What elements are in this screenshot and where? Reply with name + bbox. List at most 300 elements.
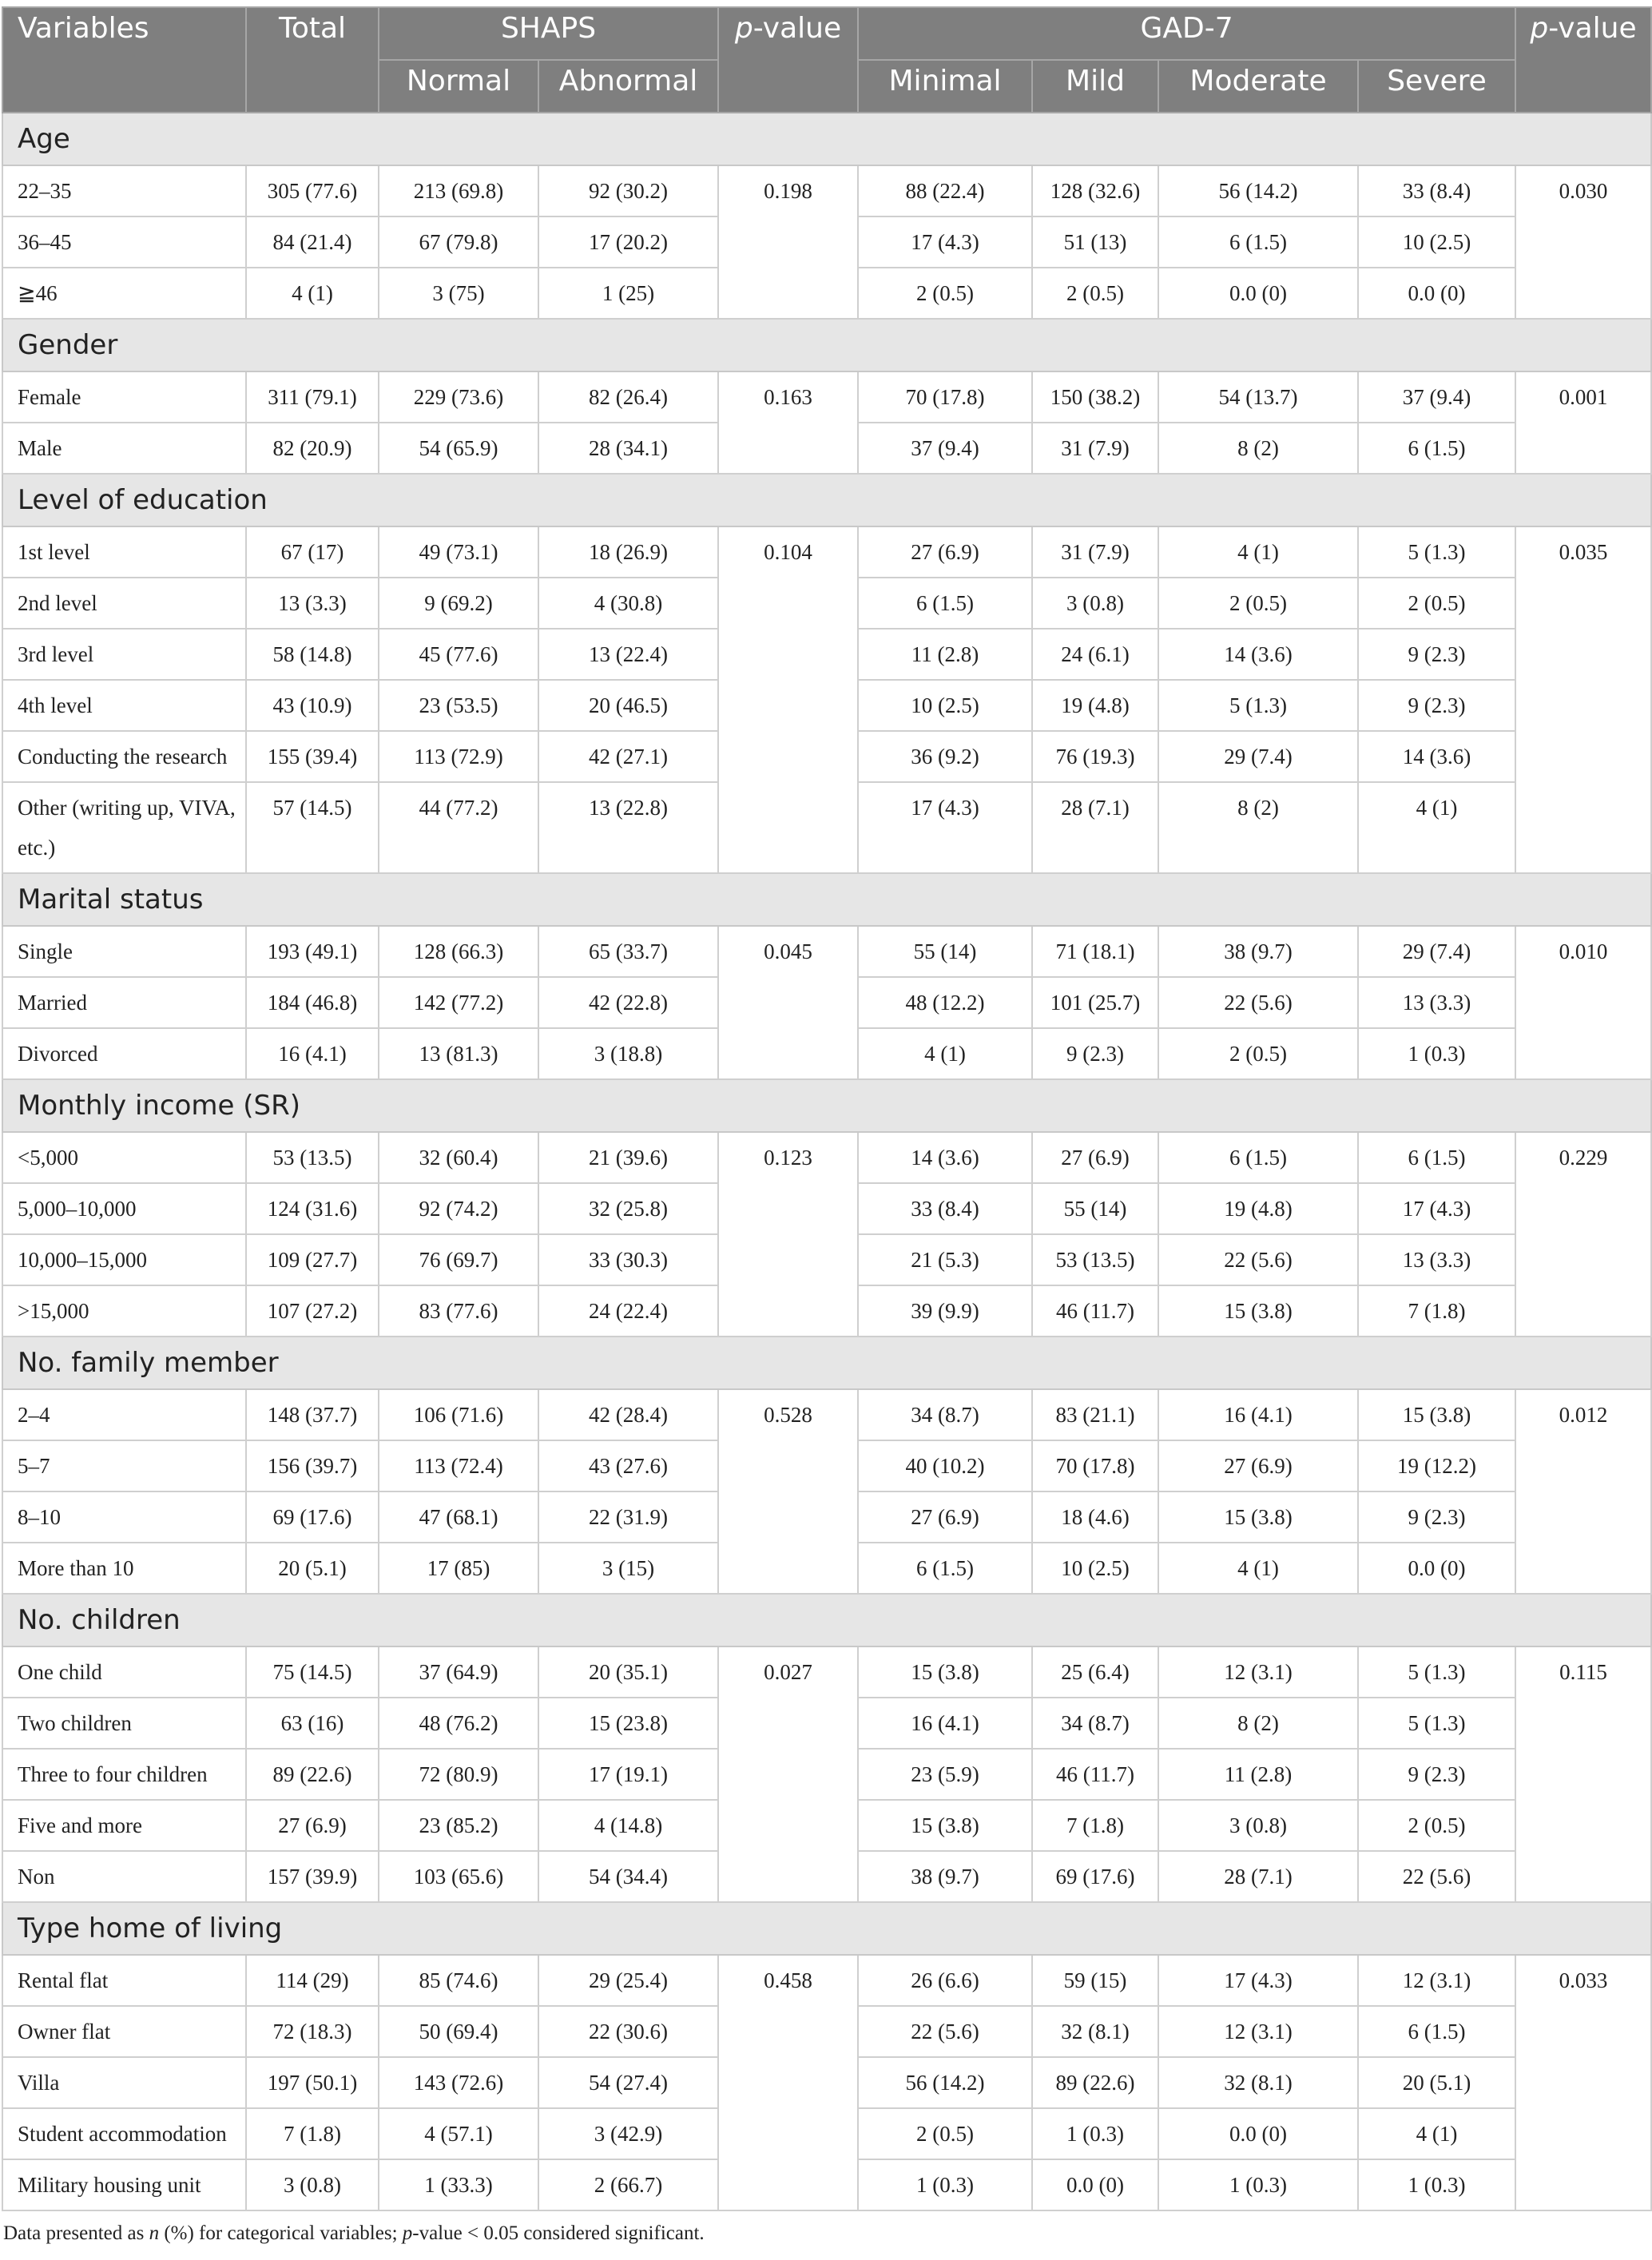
gad-minimal-cell: 11 (2.8) (858, 629, 1032, 680)
gad-mild-cell: 53 (13.5) (1032, 1234, 1158, 1285)
shaps-abnormal-cell: 3 (15) (538, 1543, 718, 1594)
variable-label: 36–45 (2, 216, 246, 268)
table-row (2, 371, 1651, 423)
shaps-normal-cell: 67 (79.8) (379, 216, 538, 268)
variable-label: 2nd level (2, 578, 246, 629)
gad-moderate-cell: 32 (8.1) (1158, 2057, 1358, 2108)
gad-moderate-cell: 12 (3.1) (1158, 2006, 1358, 2057)
gad-moderate-cell: 1 (0.3) (1158, 2159, 1358, 2210)
gad-mild-cell: 76 (19.3) (1032, 731, 1158, 782)
variable-label: Rental flat (2, 1955, 246, 2006)
gad-moderate-cell: 38 (9.7) (1158, 926, 1358, 977)
total-cell: 16 (4.1) (246, 1028, 379, 1079)
header-shaps: SHAPS (379, 7, 718, 60)
shaps-normal-cell: 45 (77.6) (379, 629, 538, 680)
shaps-abnormal-cell: 4 (30.8) (538, 578, 718, 629)
header-gad-mild: Mild (1032, 60, 1158, 113)
gad-severe-cell: 5 (1.3) (1358, 1646, 1515, 1698)
gad-severe-cell: 0.0 (0) (1358, 1543, 1515, 1594)
section-header-row (2, 474, 1651, 526)
gad-mild-cell: 19 (4.8) (1032, 680, 1158, 731)
gad-minimal-cell: 70 (17.8) (858, 371, 1032, 423)
total-cell: 53 (13.5) (246, 1132, 379, 1183)
total-cell: 89 (22.6) (246, 1749, 379, 1800)
gad-severe-cell: 10 (2.5) (1358, 216, 1515, 268)
gad-moderate-cell: 27 (6.9) (1158, 1440, 1358, 1491)
gad-moderate-cell: 22 (5.6) (1158, 977, 1358, 1028)
total-cell: 197 (50.1) (246, 2057, 379, 2108)
shaps-p-value-cell: 0.027 (718, 1646, 858, 1902)
gad-moderate-cell: 4 (1) (1158, 526, 1358, 578)
gad-severe-cell: 9 (2.3) (1358, 1749, 1515, 1800)
variable-label: Non (2, 1851, 246, 1902)
shaps-normal-cell: 1 (33.3) (379, 2159, 538, 2210)
gad-mild-cell: 9 (2.3) (1032, 1028, 1158, 1079)
gad-severe-cell: 9 (2.3) (1358, 680, 1515, 731)
shaps-abnormal-cell: 20 (46.5) (538, 680, 718, 731)
section-header-row (2, 1594, 1651, 1646)
shaps-normal-cell: 48 (76.2) (379, 1698, 538, 1749)
shaps-abnormal-cell: 29 (25.4) (538, 1955, 718, 2006)
header-gad7-p-value (1515, 7, 1651, 113)
gad-severe-cell: 0.0 (0) (1358, 268, 1515, 319)
variable-label: Other (writing up, VIVA, etc.) (2, 782, 246, 873)
gad-moderate-cell: 6 (1.5) (1158, 1132, 1358, 1183)
total-cell: 114 (29) (246, 1955, 379, 2006)
shaps-normal-cell: 49 (73.1) (379, 526, 538, 578)
shaps-normal-cell: 44 (77.2) (379, 782, 538, 873)
total-cell: 82 (20.9) (246, 423, 379, 474)
section-title: No. family member (2, 1337, 1651, 1389)
total-cell: 43 (10.9) (246, 680, 379, 731)
total-cell: 157 (39.9) (246, 1851, 379, 1902)
gad-mild-cell: 24 (6.1) (1032, 629, 1158, 680)
shaps-abnormal-cell: 33 (30.3) (538, 1234, 718, 1285)
variable-label: >15,000 (2, 1285, 246, 1337)
gad-mild-cell: 101 (25.7) (1032, 977, 1158, 1028)
gad-moderate-cell: 2 (0.5) (1158, 1028, 1358, 1079)
table-row (2, 1132, 1651, 1183)
shaps-normal-cell: 32 (60.4) (379, 1132, 538, 1183)
gad-mild-cell: 25 (6.4) (1032, 1646, 1158, 1698)
shaps-abnormal-cell: 13 (22.8) (538, 782, 718, 873)
gad-minimal-cell: 27 (6.9) (858, 526, 1032, 578)
shaps-p-value-cell: 0.123 (718, 1132, 858, 1337)
table-row (2, 1389, 1651, 1440)
shaps-normal-cell: 37 (64.9) (379, 1646, 538, 1698)
shaps-abnormal-cell: 2 (66.7) (538, 2159, 718, 2210)
variable-label: More than 10 (2, 1543, 246, 1594)
shaps-p-value-cell: 0.528 (718, 1389, 858, 1594)
shaps-abnormal-cell: 65 (33.7) (538, 926, 718, 977)
shaps-abnormal-cell: 42 (27.1) (538, 731, 718, 782)
header-shaps-p-value (718, 7, 858, 113)
shaps-normal-cell: 47 (68.1) (379, 1491, 538, 1543)
gad-mild-cell: 3 (0.8) (1032, 578, 1158, 629)
gad-mild-cell: 28 (7.1) (1032, 782, 1158, 873)
shaps-normal-cell: 103 (65.6) (379, 1851, 538, 1902)
gad-mild-cell: 7 (1.8) (1032, 1800, 1158, 1851)
gad-severe-cell: 37 (9.4) (1358, 371, 1515, 423)
shaps-abnormal-cell: 42 (22.8) (538, 977, 718, 1028)
section-header-row (2, 113, 1651, 165)
shaps-normal-cell: 23 (85.2) (379, 1800, 538, 1851)
gad-minimal-cell: 55 (14) (858, 926, 1032, 977)
gad-minimal-cell: 34 (8.7) (858, 1389, 1032, 1440)
total-cell: 311 (79.1) (246, 371, 379, 423)
variable-label: 3rd level (2, 629, 246, 680)
shaps-normal-cell: 3 (75) (379, 268, 538, 319)
gad-mild-cell: 128 (32.6) (1032, 165, 1158, 216)
gad-severe-cell: 2 (0.5) (1358, 1800, 1515, 1851)
p-suffix: -value (1548, 12, 1637, 45)
gad-severe-cell: 5 (1.3) (1358, 526, 1515, 578)
total-cell: 67 (17) (246, 526, 379, 578)
shaps-abnormal-cell: 43 (27.6) (538, 1440, 718, 1491)
gad-severe-cell: 2 (0.5) (1358, 578, 1515, 629)
footnote (3, 2222, 705, 2245)
gad-moderate-cell: 5 (1.3) (1158, 680, 1358, 731)
variable-label: Two children (2, 1698, 246, 1749)
variable-label: Single (2, 926, 246, 977)
shaps-abnormal-cell: 18 (26.9) (538, 526, 718, 578)
gad-severe-cell: 19 (12.2) (1358, 1440, 1515, 1491)
variable-label: 5,000–10,000 (2, 1183, 246, 1234)
variable-label: Male (2, 423, 246, 474)
shaps-p-value-cell: 0.163 (718, 371, 858, 474)
shaps-abnormal-cell: 20 (35.1) (538, 1646, 718, 1698)
footnote-part1: Data presented as (3, 2222, 149, 2244)
gad-minimal-cell: 15 (3.8) (858, 1800, 1032, 1851)
shaps-normal-cell: 83 (77.6) (379, 1285, 538, 1337)
shaps-normal-cell: 23 (53.5) (379, 680, 538, 731)
total-cell: 58 (14.8) (246, 629, 379, 680)
total-cell: 84 (21.4) (246, 216, 379, 268)
section-header-row (2, 1902, 1651, 1955)
gad-p-value-cell: 0.010 (1515, 926, 1651, 1079)
total-cell: 305 (77.6) (246, 165, 379, 216)
gad-moderate-cell: 14 (3.6) (1158, 629, 1358, 680)
gad-mild-cell: 69 (17.6) (1032, 1851, 1158, 1902)
shaps-abnormal-cell: 17 (20.2) (538, 216, 718, 268)
gad-severe-cell: 9 (2.3) (1358, 629, 1515, 680)
section-title: Marital status (2, 873, 1651, 926)
shaps-abnormal-cell: 21 (39.6) (538, 1132, 718, 1183)
variable-label: Military housing unit (2, 2159, 246, 2210)
shaps-abnormal-cell: 32 (25.8) (538, 1183, 718, 1234)
gad-minimal-cell: 36 (9.2) (858, 731, 1032, 782)
gad-minimal-cell: 6 (1.5) (858, 578, 1032, 629)
variable-label: 22–35 (2, 165, 246, 216)
shaps-normal-cell: 113 (72.4) (379, 1440, 538, 1491)
gad-minimal-cell: 17 (4.3) (858, 782, 1032, 873)
variable-label: 8–10 (2, 1491, 246, 1543)
gad-severe-cell: 6 (1.5) (1358, 423, 1515, 474)
total-cell: 107 (27.2) (246, 1285, 379, 1337)
variable-label: Villa (2, 2057, 246, 2108)
header-shaps-normal: Normal (379, 60, 538, 113)
variable-label: Female (2, 371, 246, 423)
gad-minimal-cell: 88 (22.4) (858, 165, 1032, 216)
header-total: Total (246, 7, 379, 113)
results-table (2, 6, 1652, 2211)
total-cell: 63 (16) (246, 1698, 379, 1749)
gad-severe-cell: 20 (5.1) (1358, 2057, 1515, 2108)
gad-severe-cell: 29 (7.4) (1358, 926, 1515, 977)
shaps-abnormal-cell: 4 (14.8) (538, 1800, 718, 1851)
gad-moderate-cell: 8 (2) (1158, 423, 1358, 474)
gad-mild-cell: 70 (17.8) (1032, 1440, 1158, 1491)
footnote-p: p (402, 2222, 413, 2244)
gad-p-value-cell: 0.001 (1515, 371, 1651, 474)
gad-moderate-cell: 2 (0.5) (1158, 578, 1358, 629)
total-cell: 27 (6.9) (246, 1800, 379, 1851)
shaps-p-value-cell: 0.104 (718, 526, 858, 873)
variable-label: 2–4 (2, 1389, 246, 1440)
gad-moderate-cell: 54 (13.7) (1158, 371, 1358, 423)
gad-minimal-cell: 6 (1.5) (858, 1543, 1032, 1594)
shaps-p-value-cell: 0.045 (718, 926, 858, 1079)
shaps-normal-cell: 72 (80.9) (379, 1749, 538, 1800)
total-cell: 57 (14.5) (246, 782, 379, 873)
section-title: Type home of living (2, 1902, 1651, 1955)
gad-severe-cell: 5 (1.3) (1358, 1698, 1515, 1749)
gad-severe-cell: 4 (1) (1358, 782, 1515, 873)
shaps-normal-cell: 85 (74.6) (379, 1955, 538, 2006)
shaps-normal-cell: 4 (57.1) (379, 2108, 538, 2159)
gad-severe-cell: 13 (3.3) (1358, 1234, 1515, 1285)
total-cell: 75 (14.5) (246, 1646, 379, 1698)
total-cell: 72 (18.3) (246, 2006, 379, 2057)
p-italic: p (1530, 12, 1549, 45)
variable-label: Married (2, 977, 246, 1028)
gad-moderate-cell: 6 (1.5) (1158, 216, 1358, 268)
shaps-abnormal-cell: 92 (30.2) (538, 165, 718, 216)
gad-moderate-cell: 19 (4.8) (1158, 1183, 1358, 1234)
variable-label: 5–7 (2, 1440, 246, 1491)
total-cell: 7 (1.8) (246, 2108, 379, 2159)
gad-minimal-cell: 10 (2.5) (858, 680, 1032, 731)
variable-label: 1st level (2, 526, 246, 578)
total-cell: 156 (39.7) (246, 1440, 379, 1491)
gad-severe-cell: 22 (5.6) (1358, 1851, 1515, 1902)
gad-minimal-cell: 15 (3.8) (858, 1646, 1032, 1698)
gad-minimal-cell: 40 (10.2) (858, 1440, 1032, 1491)
gad-mild-cell: 83 (21.1) (1032, 1389, 1158, 1440)
gad-moderate-cell: 8 (2) (1158, 1698, 1358, 1749)
section-title: Level of education (2, 474, 1651, 526)
section-header-row (2, 1337, 1651, 1389)
gad-moderate-cell: 11 (2.8) (1158, 1749, 1358, 1800)
gad-p-value-cell: 0.229 (1515, 1132, 1651, 1337)
section-header-row (2, 319, 1651, 371)
gad-moderate-cell: 28 (7.1) (1158, 1851, 1358, 1902)
table-row (2, 926, 1651, 977)
gad-mild-cell: 31 (7.9) (1032, 423, 1158, 474)
shaps-abnormal-cell: 17 (19.1) (538, 1749, 718, 1800)
gad-mild-cell: 46 (11.7) (1032, 1749, 1158, 1800)
gad-severe-cell: 9 (2.3) (1358, 1491, 1515, 1543)
variable-label: Student accommodation (2, 2108, 246, 2159)
shaps-abnormal-cell: 15 (23.8) (538, 1698, 718, 1749)
gad-minimal-cell: 48 (12.2) (858, 977, 1032, 1028)
shaps-normal-cell: 50 (69.4) (379, 2006, 538, 2057)
gad-severe-cell: 7 (1.8) (1358, 1285, 1515, 1337)
table-body (2, 113, 1651, 2210)
variable-label: 10,000–15,000 (2, 1234, 246, 1285)
gad-minimal-cell: 16 (4.1) (858, 1698, 1032, 1749)
gad-moderate-cell: 0.0 (0) (1158, 2108, 1358, 2159)
gad-minimal-cell: 38 (9.7) (858, 1851, 1032, 1902)
p-italic: p (734, 12, 753, 45)
shaps-normal-cell: 106 (71.6) (379, 1389, 538, 1440)
gad-severe-cell: 14 (3.6) (1358, 731, 1515, 782)
shaps-abnormal-cell: 3 (42.9) (538, 2108, 718, 2159)
total-cell: 69 (17.6) (246, 1491, 379, 1543)
table-row (2, 1646, 1651, 1698)
gad-moderate-cell: 15 (3.8) (1158, 1491, 1358, 1543)
shaps-normal-cell: 229 (73.6) (379, 371, 538, 423)
gad-severe-cell: 12 (3.1) (1358, 1955, 1515, 2006)
gad-minimal-cell: 2 (0.5) (858, 2108, 1032, 2159)
shaps-normal-cell: 92 (74.2) (379, 1183, 538, 1234)
p-suffix: -value (753, 12, 842, 45)
gad-mild-cell: 32 (8.1) (1032, 2006, 1158, 2057)
shaps-p-value-cell: 0.458 (718, 1955, 858, 2210)
gad-mild-cell: 51 (13) (1032, 216, 1158, 268)
gad-minimal-cell: 22 (5.6) (858, 2006, 1032, 2057)
shaps-abnormal-cell: 28 (34.1) (538, 423, 718, 474)
shaps-abnormal-cell: 54 (34.4) (538, 1851, 718, 1902)
gad-moderate-cell: 4 (1) (1158, 1543, 1358, 1594)
variable-label: Three to four children (2, 1749, 246, 1800)
table-row (2, 165, 1651, 216)
gad-mild-cell: 46 (11.7) (1032, 1285, 1158, 1337)
gad-severe-cell: 4 (1) (1358, 2108, 1515, 2159)
gad-minimal-cell: 26 (6.6) (858, 1955, 1032, 2006)
footnote-part2: (%) for categorical variables; (159, 2222, 403, 2244)
header-gad-severe: Severe (1358, 60, 1515, 113)
total-cell: 184 (46.8) (246, 977, 379, 1028)
gad-moderate-cell: 0.0 (0) (1158, 268, 1358, 319)
shaps-normal-cell: 113 (72.9) (379, 731, 538, 782)
header-gad7: GAD-7 (858, 7, 1515, 60)
gad-severe-cell: 17 (4.3) (1358, 1183, 1515, 1234)
gad-severe-cell: 13 (3.3) (1358, 977, 1515, 1028)
gad-mild-cell: 18 (4.6) (1032, 1491, 1158, 1543)
section-header-row (2, 873, 1651, 926)
gad-mild-cell: 150 (38.2) (1032, 371, 1158, 423)
total-cell: 148 (37.7) (246, 1389, 379, 1440)
footnote-part3: -value < 0.05 considered significant. (412, 2222, 705, 2244)
total-cell: 155 (39.4) (246, 731, 379, 782)
shaps-abnormal-cell: 24 (22.4) (538, 1285, 718, 1337)
total-cell: 3 (0.8) (246, 2159, 379, 2210)
variable-label: ≧46 (2, 268, 246, 319)
gad-mild-cell: 89 (22.6) (1032, 2057, 1158, 2108)
gad-moderate-cell: 3 (0.8) (1158, 1800, 1358, 1851)
variable-label: Five and more (2, 1800, 246, 1851)
total-cell: 13 (3.3) (246, 578, 379, 629)
section-title: Gender (2, 319, 1651, 371)
shaps-normal-cell: 76 (69.7) (379, 1234, 538, 1285)
shaps-normal-cell: 17 (85) (379, 1543, 538, 1594)
header-gad-moderate: Moderate (1158, 60, 1358, 113)
total-cell: 124 (31.6) (246, 1183, 379, 1234)
section-header-row (2, 1079, 1651, 1132)
gad-moderate-cell: 12 (3.1) (1158, 1646, 1358, 1698)
gad-moderate-cell: 8 (2) (1158, 782, 1358, 873)
shaps-p-value-cell: 0.198 (718, 165, 858, 319)
gad-minimal-cell: 21 (5.3) (858, 1234, 1032, 1285)
table-row (2, 526, 1651, 578)
section-title: No. children (2, 1594, 1651, 1646)
gad-minimal-cell: 23 (5.9) (858, 1749, 1032, 1800)
gad-minimal-cell: 39 (9.9) (858, 1285, 1032, 1337)
gad-moderate-cell: 56 (14.2) (1158, 165, 1358, 216)
gad-mild-cell: 59 (15) (1032, 1955, 1158, 2006)
gad-moderate-cell: 22 (5.6) (1158, 1234, 1358, 1285)
shaps-normal-cell: 13 (81.3) (379, 1028, 538, 1079)
gad-moderate-cell: 17 (4.3) (1158, 1955, 1358, 2006)
gad-severe-cell: 6 (1.5) (1358, 2006, 1515, 2057)
total-cell: 4 (1) (246, 268, 379, 319)
header-variables: Variables (2, 7, 246, 113)
shaps-abnormal-cell: 42 (28.4) (538, 1389, 718, 1440)
table-row (2, 1955, 1651, 2006)
variable-label: 4th level (2, 680, 246, 731)
footnote-n: n (149, 2222, 160, 2244)
variable-label: Conducting the research (2, 731, 246, 782)
header-gad-minimal: Minimal (858, 60, 1032, 113)
gad-severe-cell: 1 (0.3) (1358, 2159, 1515, 2210)
gad-p-value-cell: 0.115 (1515, 1646, 1651, 1902)
shaps-abnormal-cell: 13 (22.4) (538, 629, 718, 680)
gad-mild-cell: 71 (18.1) (1032, 926, 1158, 977)
gad-mild-cell: 27 (6.9) (1032, 1132, 1158, 1183)
variable-label: Owner flat (2, 2006, 246, 2057)
shaps-abnormal-cell: 82 (26.4) (538, 371, 718, 423)
shaps-abnormal-cell: 22 (31.9) (538, 1491, 718, 1543)
gad-minimal-cell: 33 (8.4) (858, 1183, 1032, 1234)
gad-moderate-cell: 15 (3.8) (1158, 1285, 1358, 1337)
gad-severe-cell: 1 (0.3) (1358, 1028, 1515, 1079)
gad-severe-cell: 15 (3.8) (1358, 1389, 1515, 1440)
gad-p-value-cell: 0.030 (1515, 165, 1651, 319)
section-title: Age (2, 113, 1651, 165)
shaps-normal-cell: 9 (69.2) (379, 578, 538, 629)
gad-mild-cell: 34 (8.7) (1032, 1698, 1158, 1749)
gad-severe-cell: 33 (8.4) (1358, 165, 1515, 216)
gad-p-value-cell: 0.035 (1515, 526, 1651, 873)
section-title: Monthly income (SR) (2, 1079, 1651, 1132)
shaps-abnormal-cell: 54 (27.4) (538, 2057, 718, 2108)
gad-mild-cell: 2 (0.5) (1032, 268, 1158, 319)
shaps-normal-cell: 143 (72.6) (379, 2057, 538, 2108)
variable-label: Divorced (2, 1028, 246, 1079)
gad-mild-cell: 31 (7.9) (1032, 526, 1158, 578)
shaps-normal-cell: 128 (66.3) (379, 926, 538, 977)
total-cell: 109 (27.7) (246, 1234, 379, 1285)
total-cell: 20 (5.1) (246, 1543, 379, 1594)
gad-minimal-cell: 1 (0.3) (858, 2159, 1032, 2210)
gad-minimal-cell: 4 (1) (858, 1028, 1032, 1079)
gad-p-value-cell: 0.033 (1515, 1955, 1651, 2210)
shaps-normal-cell: 213 (69.8) (379, 165, 538, 216)
gad-minimal-cell: 2 (0.5) (858, 268, 1032, 319)
variable-label: One child (2, 1646, 246, 1698)
shaps-abnormal-cell: 3 (18.8) (538, 1028, 718, 1079)
